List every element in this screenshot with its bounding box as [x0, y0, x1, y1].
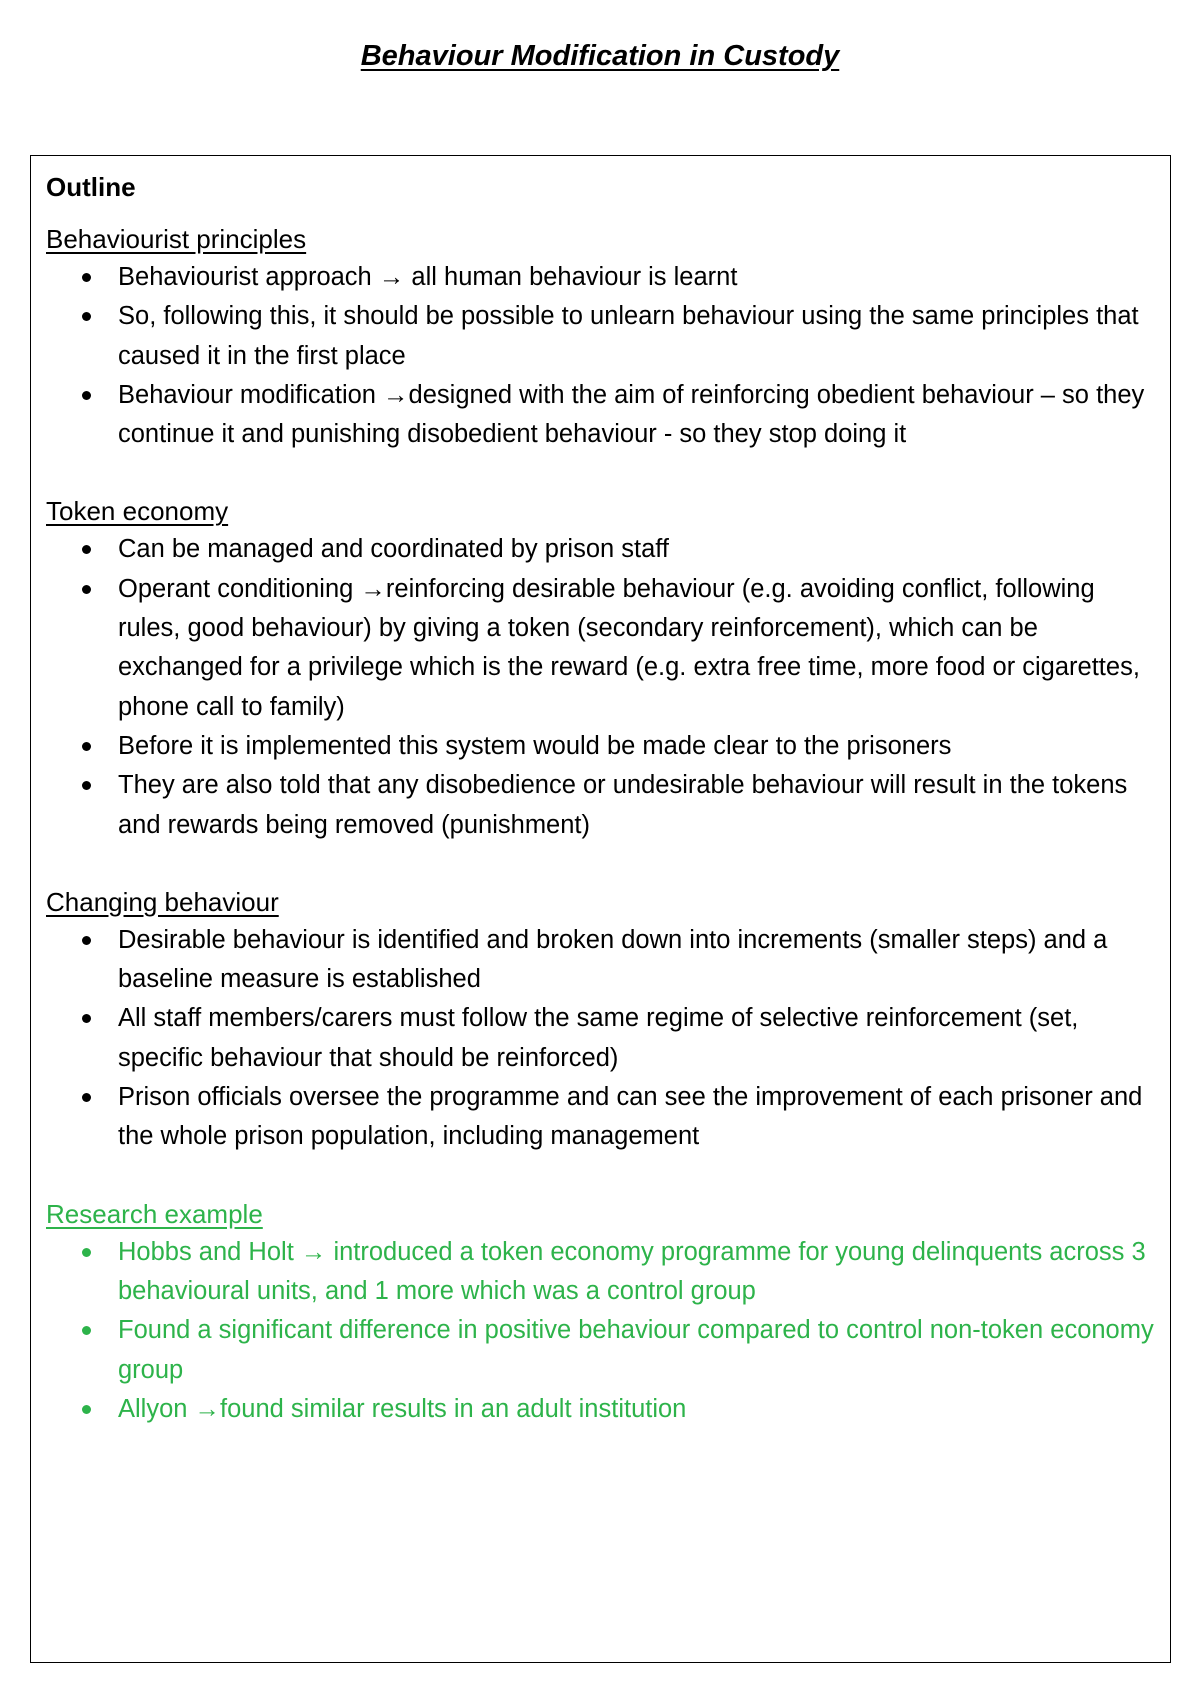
- bullet-text: Can be managed and coordinated by prison staff: [118, 535, 669, 564]
- bullet-item: [46, 530, 1156, 569]
- bullet-text: Behaviour modification →designed with the aim of reinforcing obedient behaviour – so they continue it and punishing disobedient behaviour - so they stop doing it: [118, 380, 1145, 449]
- bullet-list: [46, 1233, 1156, 1429]
- bullet-text: All staff members/carers must follow the same regime of selective reinforcement (set, specific behaviour that should be reinforced): [118, 1004, 1079, 1072]
- bullet-icon: [82, 1326, 91, 1335]
- bullet-text: Behaviourist approach → all human behaviour is learnt: [118, 263, 738, 291]
- section-token-economy: [46, 492, 1156, 844]
- section-heading: Changing behaviour: [46, 886, 279, 917]
- outline-box: [30, 155, 1171, 1663]
- bullet-text: Before it is implemented this system would be made clear to the prisoners: [118, 731, 952, 760]
- bullet-icon: [82, 1014, 91, 1023]
- bullet-text: Prison officials oversee the programme and can see the improvement of each prisoner and the whole prison population, including management: [118, 1083, 1143, 1151]
- bullet-item: [46, 258, 1156, 297]
- document-title: Behaviour Modification in Custody: [360, 40, 840, 72]
- bullet-item: [46, 727, 1156, 766]
- bullet-icon: [82, 391, 91, 400]
- bullet-icon: [82, 1248, 91, 1257]
- bullet-text: Operant conditioning →reinforcing desirable behaviour (e.g. avoiding conflict, following rules, good behaviour) by giving a token (secondary reinforcement), which can be exchanged for a privilege which is the reward (e.g. extra free time, more food or cigarettes, phone call to family): [118, 574, 1140, 721]
- bullet-item: [46, 1078, 1156, 1157]
- bullet-item: [46, 921, 1156, 1000]
- section-heading: Token economy: [46, 496, 229, 527]
- bullet-icon: [82, 781, 91, 790]
- bullet-item: [46, 1233, 1156, 1312]
- bullet-list: [46, 530, 1156, 844]
- bullet-text: So, following this, it should be possible to unlearn behaviour using the same principles that caused it in the first place: [118, 302, 1139, 370]
- bullet-icon: [82, 312, 91, 321]
- section-changing-behaviour: [46, 883, 1156, 1157]
- bullet-icon: [82, 1405, 91, 1414]
- bullet-text: Hobbs and Holt → introduced a token economy programme for young delinquents across 3 behavioural units, and 1 more which was a control group: [118, 1237, 1146, 1305]
- bullet-item: [46, 376, 1156, 455]
- bullet-icon: [82, 585, 91, 594]
- bullet-item: [46, 766, 1156, 845]
- bullet-icon: [82, 1093, 91, 1102]
- section-heading: Behaviourist principles: [46, 224, 307, 254]
- bullet-item: [46, 999, 1156, 1078]
- bullet-text: Found a significant difference in positive behaviour compared to control non-token economy group: [118, 1316, 1154, 1384]
- bullet-text: Allyon →found similar results in an adult institution: [118, 1394, 687, 1423]
- bullet-item: [46, 1390, 1156, 1429]
- bullet-item: [46, 1311, 1156, 1390]
- bullet-icon: [82, 545, 91, 554]
- bullet-icon: [82, 936, 91, 945]
- bullet-text: Desirable behaviour is identified and broken down into increments (smaller steps) and a baseline measure is established: [118, 925, 1108, 994]
- bullet-text: They are also told that any disobedience or undesirable behaviour will result in the tokens and rewards being removed (punishment): [118, 771, 1128, 839]
- section-heading: Research example: [46, 1198, 263, 1229]
- bullet-item: [46, 297, 1156, 376]
- bullet-list: [46, 921, 1156, 1157]
- bullet-item: [46, 570, 1156, 727]
- bullet-icon: [82, 742, 91, 751]
- bullet-list: [46, 258, 1156, 454]
- section-behaviourist-principles: [46, 220, 1156, 454]
- outline-heading: Outline: [46, 172, 136, 202]
- bullet-icon: [82, 273, 91, 282]
- section-research-example: [46, 1195, 1156, 1429]
